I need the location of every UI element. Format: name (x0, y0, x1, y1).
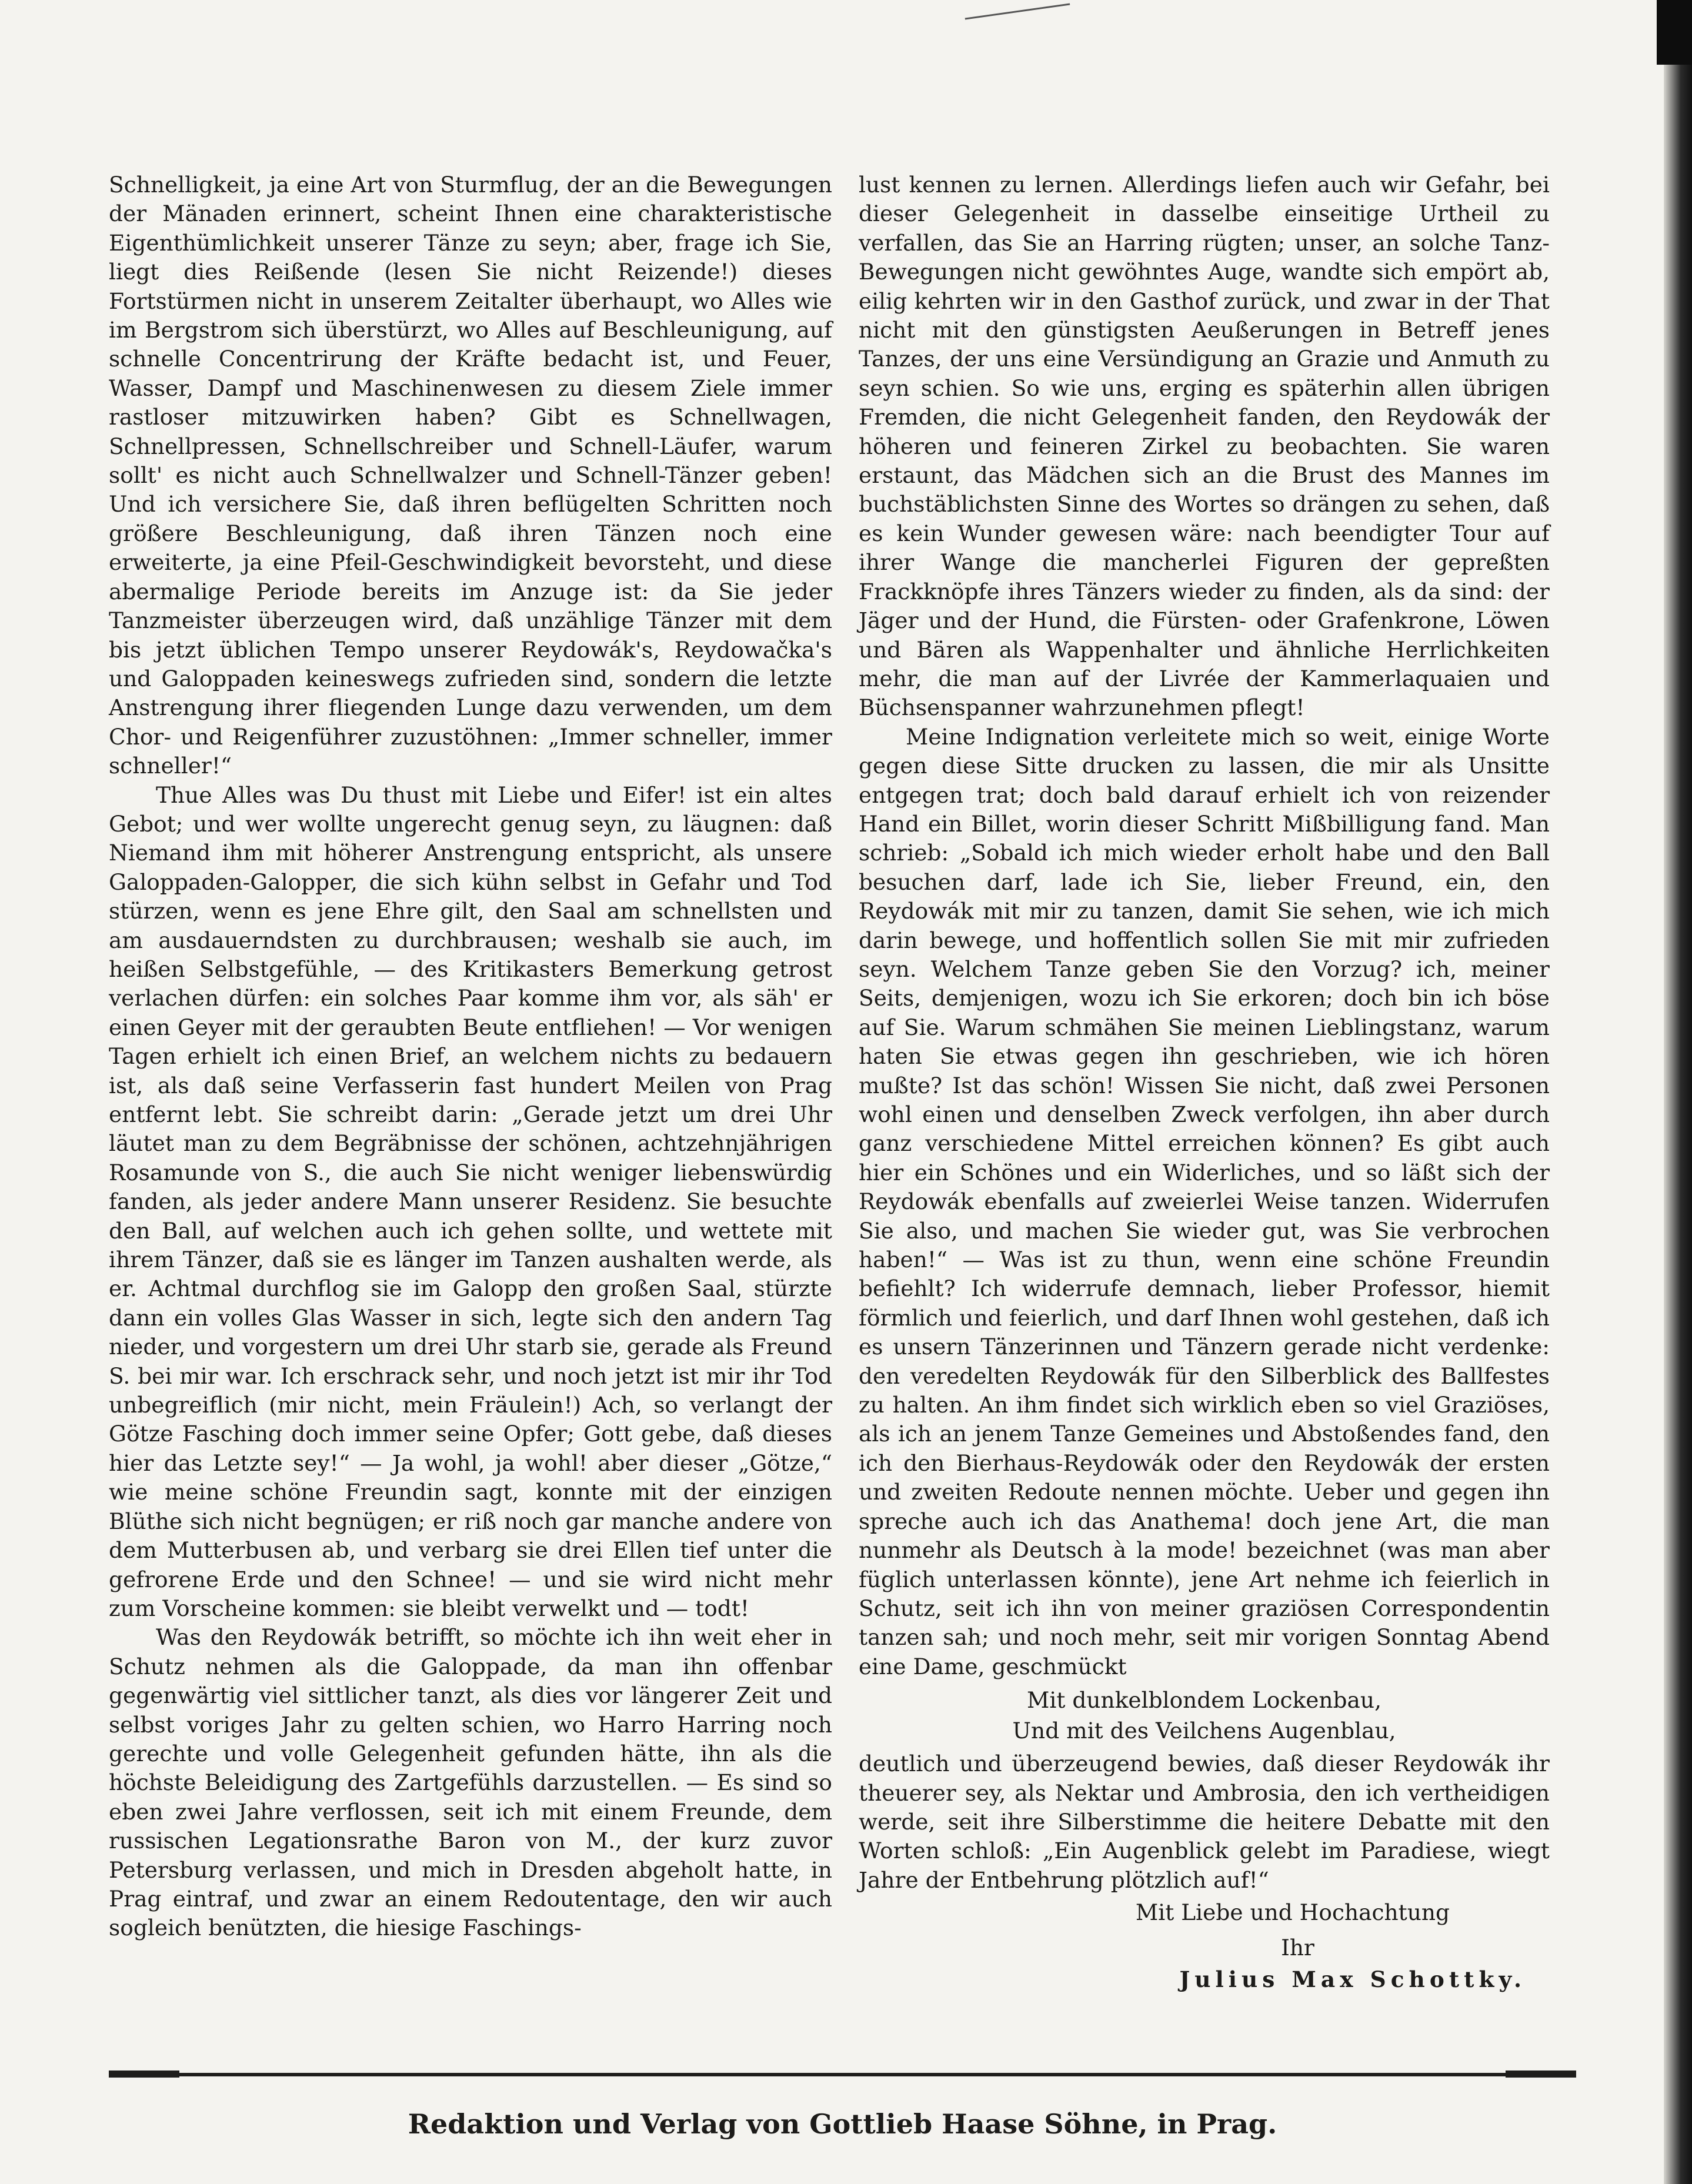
binding-shadow (1657, 0, 1692, 65)
closing-block (859, 1895, 1550, 1965)
right-paragraph-3: deutlich und überzeugend bewies, daß dieser Reydowák ihr theuerer sey, als Nektar und Ambrosia, den ich vertheidigen werde, seit ihre Silberstimme die heitere Debatte mit den Worten schloß: „Ein Augenblick gelebt im Paradiese, wiegt Jahre der Entbehrung plötzlich auf!“ (859, 1751, 1550, 1893)
left-paragraph-1: Schnelligkeit, ja eine Art von Sturmflug, der an die Bewegungen der Mänaden erinnert, scheint Ihnen eine charakteristische Eigenthümlichkeit unserer Tänze zu seyn; aber, frage ich Sie, liegt dies Reißende (lesen Sie nicht Reizende!) dieses Fortstürmen nicht in unserem Zeitalter überhaupt, wo Alles wie im Bergstrom sich überstürzt, wo Alles auf Beschleunigung, auf schnelle Concentrirung der Kräfte bedacht ist, und Feuer, Wasser, Dampf und Maschinenwesen zu diesem Ziele immer rastloser mitzuwirken haben? Gibt es Schnellwagen, Schnellpressen, Schnellschreiber und Schnell-Läufer, warum sollt' es nicht auch Schnellwalzer und Schnell-Tänzer geben! Und ich versichere Sie, daß ihren beflügelten Schritten noch größere Beschleunigung, daß ihren Tänzen noch eine erweiterte, ja eine Pfeil-Geschwindigkeit bevorsteht, und diese abermalige Periode bereits im Anzuge ist: da Sie jeder Tanzmeister überzeugen wird, daß unzählige Tänzer mit dem bis jetzt üblichen Tempo unserer Reydowák's, Reydowačka's und Galoppaden keineswegs zufrieden sind, sondern die letzte Anstrengung ihrer fliegenden Lunge dazu verwenden, um dem Chor- und Reigenführer zuzustöhnen: „Immer schneller, immer schneller!“ (109, 172, 832, 779)
left-paragraph-3: Was den Reydowák betrifft, so möchte ich ihn weit eher in Schutz nehmen als die Galoppade, da man ihn offenbar gegenwärtig viel sittlicher tanzt, als dies vor längerer Zeit und selbst voriges Jahr zu gelten schien, wo Harro Harring noch gerechte und volle Gelegenheit gefunden hätte, ihn als die höchste Beleidigung des Zartgefühls darzustellen. — Es sind so eben zwei Jahre verflossen, seit ich mit einem Freunde, dem russischen Legationsrathe Baron von M., der kurz zuvor Petersburg verlassen, und mich in Dresden abgeholt hatte, in Prag eintraf, und zwar an einem Redoutentage, den wir auch sogleich benützten, die hiesige Faschings- (109, 1624, 832, 1941)
left-column (109, 171, 832, 1943)
poem-line-2: Und mit des Veilchens Augenblau, (1012, 1718, 1396, 1744)
footer-rule (109, 2073, 1576, 2076)
scan-artifact-line (965, 3, 1070, 19)
poem-quote (859, 1685, 1550, 1746)
closing-pronoun: Ihr (1281, 1935, 1314, 1961)
book-binding-edge (1664, 0, 1692, 2184)
right-column (859, 171, 1550, 1995)
poem-line-1: Mit dunkelblondem Lockenbau, (1027, 1687, 1381, 1714)
publisher-imprint: Redaktion und Verlag von Gottlieb Haase Söhne, in Prag. (408, 2108, 1277, 2140)
right-paragraph-2: Meine Indignation verleitete mich so weit, einige Worte gegen diese Sitte drucken zu lassen, die mir als Unsitte entgegen trat; doch bald darauf erhielt ich von reizender Hand ein Billet, worin dieser Schritt Mißbilligung fand. Man schrieb: „Sobald ich mich wieder erholt habe und den Ball besuchen darf, lade ich Sie, lieber Freund, ein, den Reydowák mit mir zu tanzen, damit Sie sehen, wie ich mich darin bewege, und hoffentlich sollen Sie mit mir zufrieden seyn. Welchem Tanze geben Sie den Vorzug? ich, meiner Seits, demjenigen, wozu ich Sie erkoren; doch bin ich böse auf Sie. Warum schmähen Sie meinen Lieblingstanz, warum haten Sie etwas gegen ihn geschrieben, wie ich hören mußte? Ist das schön! Wissen Sie nicht, daß zwei Personen wohl einen und denselben Zweck verfolgen, ihn aber durch ganz verschiedene Mittel erreichen können? Es gibt auch hier ein Schönes und ein Widerliches, und so läßt sich der Reydowák ebenfalls auf zweierlei Weise tanzen. Widerrufen Sie also, und machen Sie wieder gut, was Sie verbrochen haben!“ — Was ist zu thun, wenn eine schöne Freundin befiehlt? Ich widerrufe demnach, lieber Professor, hiemit förmlich und feierlich, und darf Ihnen wohl gestehen, daß ich es unsern Tänzerinnen und Tänzern gerade nicht verdenke: den veredelten Reydowák für den Silberblick des Ballfestes zu halten. An ihm findet sich wirklich eben so viel Graziöses, als ich an jenem Tanze Gemeines und Abstoßendes fand, den ich den Bierhaus-Reydowák oder den Reydowák der ersten und zweiten Redoute nennen möchte. Ueber und gegen ihn spreche auch ich das Anathema! doch jene Art, die man nunmehr als Deutsch à la mode! bezeichnet (was man aber füglich unterlassen könnte), jene Art nehme ich feierlich in Schutz, seit ich ihn von meiner graziösen Correspondentin tanzen sah; und noch mehr, seit mir vorigen Sonntag Abend eine Dame, geschmückt (859, 723, 1550, 1679)
right-paragraph-1: lust kennen zu lernen. Allerdings liefen auch wir Gefahr, bei dieser Gelegenheit in dasselbe einseitige Urtheil zu verfallen, das Sie an Harring rügten; unser, an solche Tanz-Bewegungen nicht gewöhntes Auge, wandte sich empört ab, eilig kehrten wir in den Gasthof zurück, und zwar in der That nicht mit den günstigsten Aeußerungen in Betreff jenes Tanzes, der uns eine Versündigung an Grazie und Anmuth zu seyn schien. So wie uns, erging es späterhin allen übrigen Fremden, die nicht Gelegenheit fanden, den Reydowák der höheren und feineren Zirkel zu beobachten. Sie waren erstaunt, das Mädchen sich an die Brust des Mannes im buchstäblichsten Sinne des Wortes so drängen zu sehen, daß es kein Wunder gewesen wäre: nach beendigter Tour auf ihrer Wange die mancherlei Figuren der gepreßten Frackknöpfe ihres Tänzers wieder zu finden, als da sind: der Jäger und der Hund, die Fürsten- oder Grafenkrone, Löwen und Bären als Wappenhalter und ähnliche Herrlichkeiten mehr, die man auf der Livrée der Kammerlaquaien und Büchsenspanner wahrzunehmen pflegt! (859, 172, 1550, 721)
signature: Julius Max Schottky. (1179, 1966, 1526, 1993)
closing-salutation: Mit Liebe und Hochachtung (1135, 1899, 1450, 1926)
left-paragraph-2: Thue Alles was Du thust mit Liebe und Eifer! ist ein altes Gebot; und wer wollte ungerecht genug seyn, zu läugnen: daß Niemand ihm mit höherer Anstrengung entspricht, als unsere Galoppaden-Galopper, die sich kühn selbst in Gefahr und Tod stürzen, wenn es jene Ehre gilt, den Saal am schnellsten und am ausdauerndsten zu durchbrausen; weshalb sie auch, im heißen Selbstgefühle, — des Kritikasters Bemerkung getrost verlachen dürfen: ein solches Paar komme ihm vor, als säh' er einen Geyer mit der geraubten Beute entfliehen! — Vor wenigen Tagen erhielt ich einen Brief, an welchem nichts zu bedauern ist, als daß seine Verfasserin fast hundert Meilen von Prag entfernt lebt. Sie schreibt darin: „Gerade jetzt um drei Uhr läutet man zu dem Begräbnisse der schönen, achtzehnjährigen Rosamunde von S., die auch Sie nicht weniger liebenswürdig fanden, als jeder andere Mann unserer Residenz. Sie besuchte den Ball, auf welchen auch ich gehen sollte, und wettete mit ihrem Tänzer, daß sie es länger im Tanzen aushalten werde, als er. Achtmal durchflog sie im Galopp den großen Saal, stürzte dann ein volles Glas Wasser in sich, legte sich den andern Tag nieder, und vorgestern um drei Uhr starb sie, gerade als Freund S. bei mir war. Ich erschrack sehr, und noch jetzt ist mir ihr Tod unbegreiflich (mir nicht, mein Fräulein!) Ach, so verlangt der Götze Fasching doch immer seine Opfer; Gott gebe, daß dieses hier das Letzte sey!“ — Ja wohl, ja wohl! aber dieser „Götze,“ wie meine schöne Freundin sagt, konnte mit der einzigen Blüthe sich nicht begnügen; er riß noch gar manche andere von dem Mutterbusen ab, und verbarg sie drei Ellen tief unter die gefrorene Erde und den Schnee! — und sie wird nicht mehr zum Vorscheine kommen: sie bleibt verwelkt und — todt! (109, 782, 832, 1621)
